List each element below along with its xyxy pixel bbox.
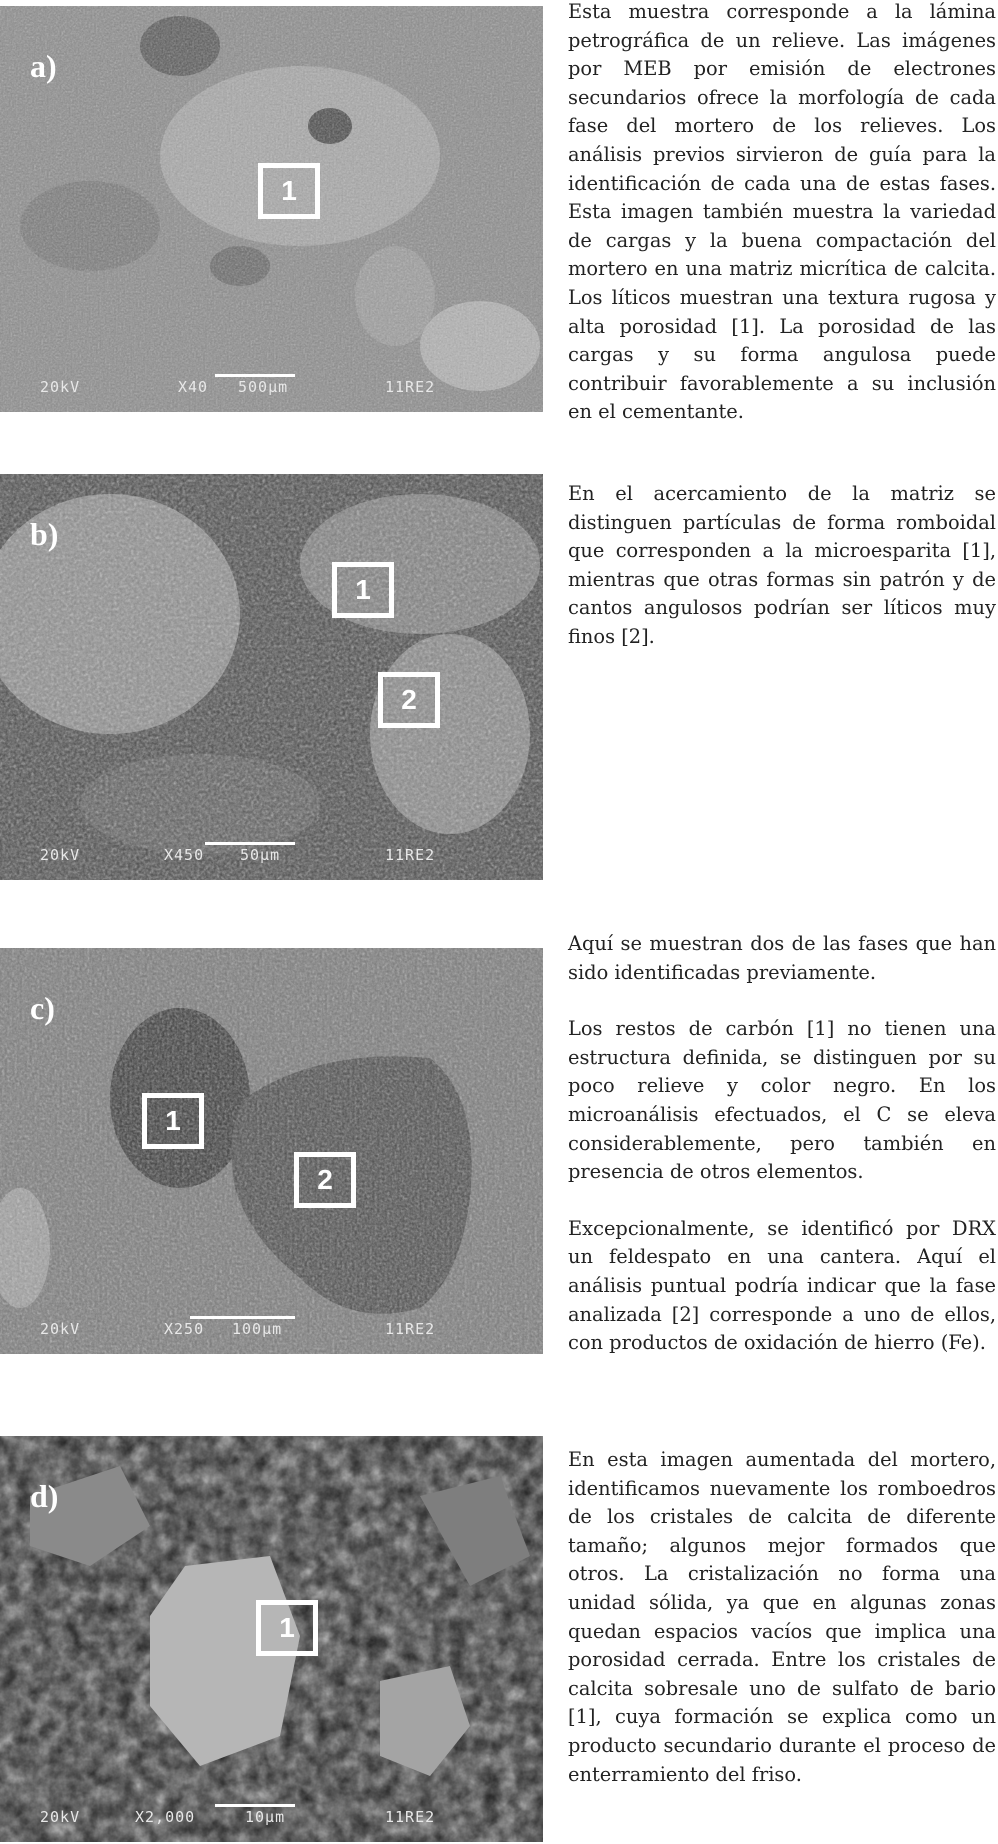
sample-code: 11RE2 (385, 1320, 436, 1338)
voltage: 20kV (40, 378, 81, 396)
paragraph: Excepcionalmente, se identificó por DRX un feldespato en una cantera. Aquí el análisis puntual podría indicar que la fase analizada [2] corresponde a uno de ellos, con productos de oxidación de hierro (Fe). (568, 1216, 996, 1355)
sem-image-c (0, 948, 543, 1354)
magnification: X2,000 (135, 1808, 196, 1826)
panel-label: a) (30, 48, 57, 84)
paragraph: En el acercamiento de la matriz se distinguen partículas de forma romboidal que corresponden a la microesparita [1], mientras que otras formas sin patrón y de cantos angulosos podrían ser líticos muy finos [2]. (568, 482, 996, 648)
magnification: X450 (164, 846, 205, 864)
sem-image-b (0, 474, 543, 880)
marker-box-1: 1 (332, 562, 394, 618)
marker-box-1: 1 (258, 163, 320, 219)
marker-box-2: 2 (378, 672, 440, 728)
paragraph: Aquí se muestran dos de las fases que han sido identificadas previamente. (568, 932, 996, 984)
marker-box-2: 2 (294, 1152, 356, 1208)
paragraph: Esta muestra corresponde a la lámina petrográfica de un relieve. Las imágenes por MEB por emisión de electrones secundarios ofrece la morfología de cada fase del mortero de los relieves. Los análisis previos sirvieron de guía para la identificación de cada una de estas fases. Esta imagen también muestra la variedad de cargas y la buena compactación del mortero en una matriz micrítica de calcita. Los líticos muestran una textura rugosa y alta porosidad [1]. La porosidad de las cargas y su forma angulosa puede contribuir favorablemente a su inclusión en el cementante. (568, 0, 996, 424)
description-c (568, 930, 996, 1358)
sem-texture-c (0, 948, 543, 1354)
scale-length: 100µm (232, 1320, 283, 1338)
voltage: 20kV (40, 846, 81, 864)
scale-length: 500µm (238, 378, 289, 396)
sample-code: 11RE2 (385, 1808, 436, 1826)
sem-texture-b (0, 474, 543, 880)
voltage: 20kV (40, 1320, 81, 1338)
scale-info (0, 1808, 543, 1828)
paragraph: En esta imagen aumentada del mortero, identificamos nuevamente los romboedros de los cristales de calcita de diferente tamaño; algunos mejor formados que otros. La cristalización no forma una unidad sólida, ya que en algunas zonas quedan espacios vacíos que implica una porosidad cerrada. Entre los cristales de calcita sobresale uno de sulfato de bario [1], cuya formación se explica como un producto secundario durante el proceso de enterramiento del friso. (568, 1448, 996, 1786)
description-b (568, 480, 996, 652)
panel-label: c) (30, 990, 55, 1026)
panel-label: b) (30, 516, 59, 552)
scale-info (0, 378, 543, 398)
marker-box-1: 1 (256, 1600, 318, 1656)
description-d (568, 1446, 996, 1789)
sample-code: 11RE2 (385, 378, 436, 396)
panel-label: d) (30, 1478, 59, 1514)
paragraph: Los restos de carbón [1] no tienen una estructura definida, se distinguen por su poco relieve y color negro. En los microanálisis efectuados, el C se eleva considerablemente, pero también en presencia de otros elementos. (568, 1017, 996, 1184)
sample-code: 11RE2 (385, 846, 436, 864)
voltage: 20kV (40, 1808, 81, 1826)
scale-length: 50µm (240, 846, 281, 864)
scale-length: 10µm (245, 1808, 286, 1826)
sem-image-a (0, 6, 543, 412)
description-a (568, 0, 996, 427)
marker-box-1: 1 (142, 1093, 204, 1149)
scale-info (0, 846, 543, 866)
sem-image-d (0, 1436, 543, 1842)
magnification: X40 (178, 378, 209, 396)
scale-info (0, 1320, 543, 1340)
magnification: X250 (164, 1320, 205, 1338)
